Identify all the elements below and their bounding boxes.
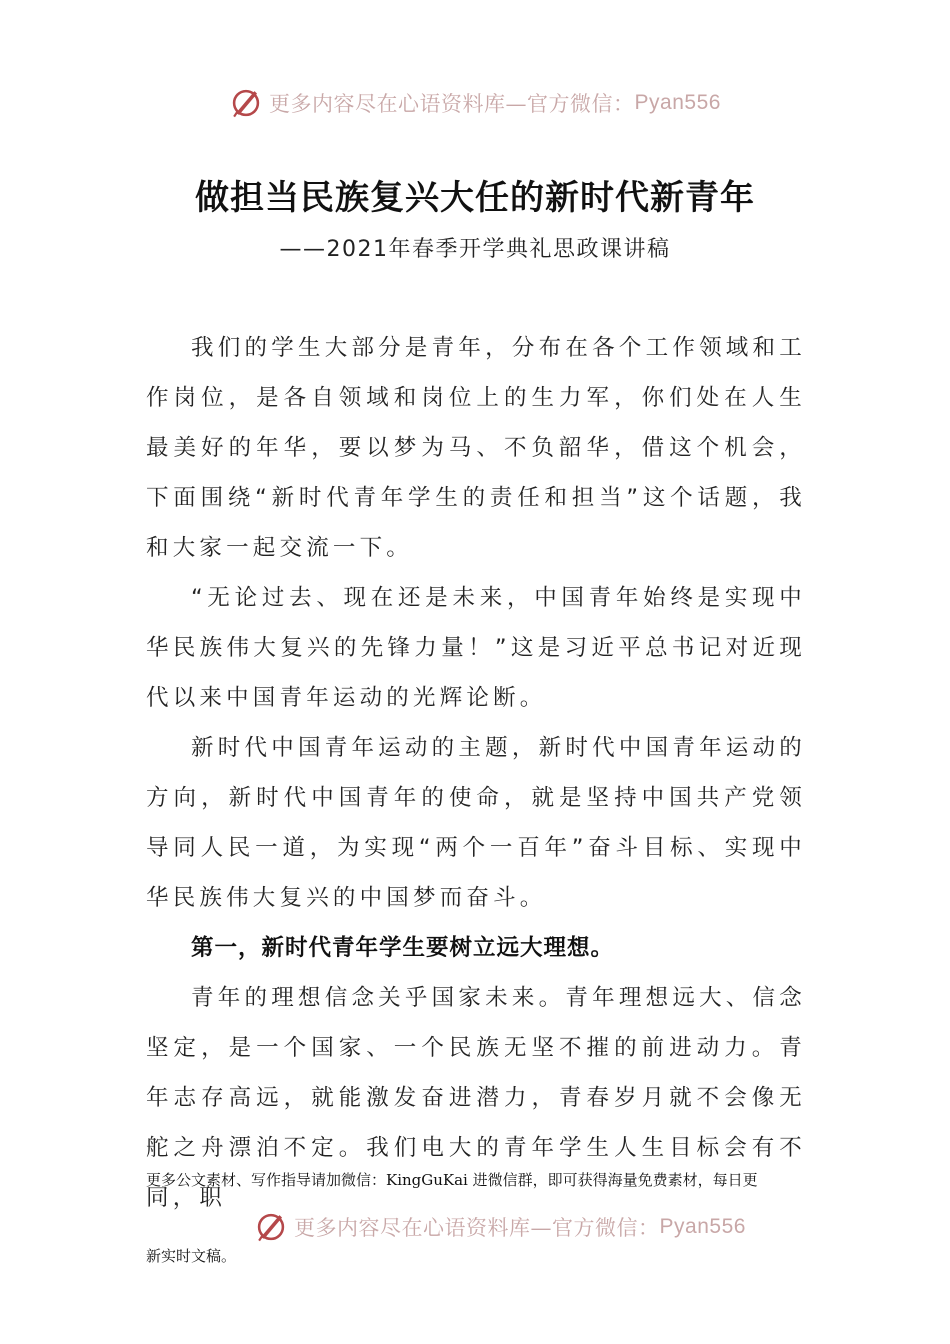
footer-banner (25, 1210, 950, 1244)
paragraph: 青年的理想信念关乎国家未来。青年理想远大、信念坚定，是一个国家、一个民族无坚不摧的前进动力。青年志存高远，就能激发奋进潜力，青春岁月就不会像无舵之舟漂泊不定。我们电大的青年学生人生目标会有不同，职 (146, 985, 806, 1211)
section-heading: 第一，新时代青年学生要树立远大理想。 (191, 935, 615, 961)
quill-pen-logo-icon (229, 86, 263, 120)
document-body (146, 323, 806, 1223)
footer-note: 更多公文素材、写作指导请加微信：KingGuKai 进微信群，即可获得海量免费素材，每日更 (146, 1171, 758, 1189)
banner-wechat-id: Pyan556 (634, 91, 721, 114)
document-subtitle: ——2021年春季开学典礼思政课讲稿 (279, 237, 671, 262)
banner-text: 更多内容尽在心语资料库—官方微信： (294, 1216, 660, 1240)
paragraph: “无论过去、现在还是未来，中国青年始终是实现中华民族伟大复兴的先锋力量！”这是习近平总书记对近现代以来中国青年运动的光辉论断。 (146, 585, 806, 711)
quill-pen-logo-icon (254, 1210, 288, 1244)
footer-note-continuation: 新实时文稿。 (146, 1247, 237, 1265)
header-banner (0, 86, 950, 120)
paragraph: 新时代中国青年运动的主题，新时代中国青年运动的方向，新时代中国青年的使命，就是坚持中国共产党领导同人民一道，为实现“两个一百年”奋斗目标、实现中华民族伟大复兴的中国梦而奋斗。 (146, 735, 806, 911)
document-title: 做担当民族复兴大任的新时代新青年 (195, 178, 755, 218)
banner-text: 更多内容尽在心语资料库—官方微信： (269, 92, 635, 116)
banner-wechat-id: Pyan556 (659, 1215, 746, 1238)
paragraph: 我们的学生大部分是青年，分布在各个工作领域和工作岗位，是各自领域和岗位上的生力军，你们处在人生最美好的年华，要以梦为马、不负韶华，借这个机会，下面围绕“新时代青年学生的责任和担当”这个话题，我和大家一起交流一下。 (146, 335, 806, 561)
